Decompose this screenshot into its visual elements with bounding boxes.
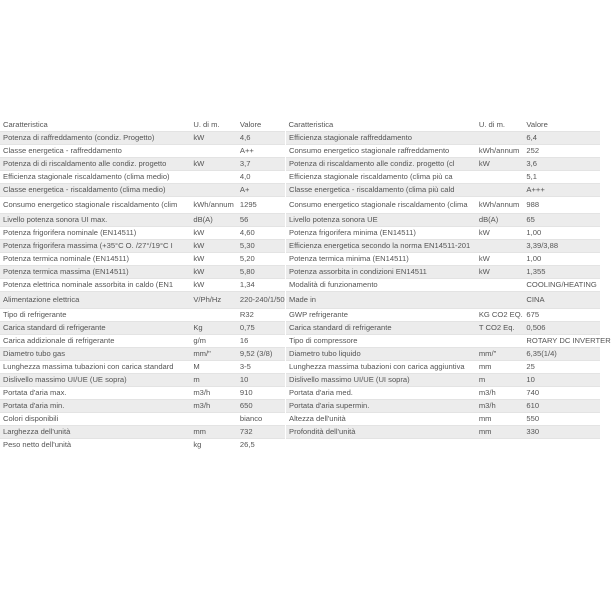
- cell-unit-right: kW: [476, 227, 524, 240]
- cell-value-left: 56: [237, 214, 286, 227]
- cell-value-left: 16: [237, 335, 286, 348]
- cell-unit-left: kW: [190, 227, 237, 240]
- table-row: [0, 322, 600, 335]
- cell-unit-right: [476, 439, 524, 452]
- cell-characteristic-right: Efficienza energetica secondo la norma EN14511-201: [286, 240, 476, 253]
- cell-unit-left: m3/h: [190, 387, 237, 400]
- table-row: [0, 184, 600, 197]
- cell-unit-right: kW: [476, 266, 524, 279]
- cell-unit-right: mm: [476, 426, 524, 439]
- cell-unit-right: mm/": [476, 348, 524, 361]
- cell-unit-left: kW: [190, 132, 237, 145]
- cell-value-left: 220-240/1/50: [237, 292, 286, 309]
- cell-characteristic-right: Potenza frigorifera minima (EN14511): [286, 227, 476, 240]
- cell-value-left: 26,5: [237, 439, 286, 452]
- cell-value-left: 1295: [237, 197, 286, 214]
- header-value-right: Valore: [526, 120, 548, 129]
- cell-value-left: 1,34: [237, 279, 286, 292]
- header-unit-left: U. di m.: [193, 120, 220, 129]
- header-row: [0, 119, 600, 132]
- cell-value-left: A++: [237, 145, 286, 158]
- table-row: [0, 374, 600, 387]
- cell-unit-left: kWh/annum: [190, 197, 237, 214]
- cell-value-right: 3,6: [523, 158, 600, 171]
- cell-characteristic-left: Classe energetica - raffreddamento: [0, 145, 190, 158]
- cell-unit-left: Kg: [190, 322, 237, 335]
- cell-characteristic-right: Potenza assorbita in condizioni EN14511: [286, 266, 476, 279]
- cell-characteristic-right: Portata d'aria med.: [286, 387, 476, 400]
- table-row: [0, 335, 600, 348]
- cell-value-right: A+++: [523, 184, 600, 197]
- cell-value-left: 650: [237, 400, 286, 413]
- cell-value-right: 25: [523, 361, 600, 374]
- header-unit-right: U. di m.: [478, 120, 506, 129]
- cell-characteristic-left: Carica addizionale di refrigerante: [0, 335, 190, 348]
- cell-unit-right: kW: [476, 158, 524, 171]
- cell-characteristic-left: Colori disponibili: [0, 413, 190, 426]
- table-row: [0, 158, 600, 171]
- cell-characteristic-right: Profondità dell'unità: [286, 426, 476, 439]
- cell-unit-left: m3/h: [190, 400, 237, 413]
- cell-characteristic-right: [286, 439, 476, 452]
- cell-unit-left: kW: [190, 240, 237, 253]
- cell-characteristic-left: Lunghezza massima tubazioni con carica standard: [0, 361, 190, 374]
- header-characteristic-left: Caratteristica: [3, 120, 48, 129]
- cell-characteristic-left: Classe energetica - riscaldamento (clima medio): [0, 184, 190, 197]
- cell-unit-left: M: [190, 361, 237, 374]
- cell-characteristic-left: Potenza frigorifera nominale (EN14511): [0, 227, 190, 240]
- cell-unit-right: T CO2 Eq.: [476, 322, 524, 335]
- cell-unit-left: mm: [190, 426, 237, 439]
- table-row: [0, 439, 600, 452]
- cell-characteristic-left: Efficienza stagionale riscaldamento (clima medio): [0, 171, 190, 184]
- cell-characteristic-right: Tipo di compressore: [286, 335, 476, 348]
- cell-value-left: 0,75: [237, 322, 286, 335]
- cell-characteristic-left: Dislivello massimo UI/UE (UE sopra): [0, 374, 190, 387]
- cell-unit-left: kW: [190, 158, 237, 171]
- cell-value-left: bianco: [237, 413, 286, 426]
- cell-unit-right: mm: [476, 413, 524, 426]
- cell-characteristic-left: Carica standard di refrigerante: [0, 322, 190, 335]
- cell-value-right: 6,4: [523, 132, 600, 145]
- cell-value-right: COOLING/HEATING: [523, 279, 600, 292]
- cell-characteristic-left: Potenza frigorifera massima (+35°C O. /27°/19°C I: [0, 240, 190, 253]
- specifications-table: [0, 119, 611, 451]
- cell-value-right: 610: [523, 400, 600, 413]
- cell-value-left: 10: [237, 374, 286, 387]
- cell-unit-left: m: [190, 374, 237, 387]
- table-row: [0, 348, 600, 361]
- cell-unit-left: [190, 171, 237, 184]
- cell-value-left: 3-5: [237, 361, 286, 374]
- cell-value-right: 1,355: [523, 266, 600, 279]
- cell-characteristic-left: Diametro tubo gas: [0, 348, 190, 361]
- table-row: [0, 171, 600, 184]
- cell-unit-right: [476, 184, 524, 197]
- cell-value-right: 5,1: [523, 171, 600, 184]
- table-row: [0, 197, 600, 214]
- table-row: [0, 253, 600, 266]
- cell-value-right: 65: [523, 214, 600, 227]
- cell-unit-left: mm/": [190, 348, 237, 361]
- cell-characteristic-left: Potenza di raffreddamento (condiz. Progetto): [0, 132, 190, 145]
- cell-value-right: ROTARY DC INVERTER: [523, 335, 600, 348]
- cell-characteristic-right: Altezza dell'unità: [286, 413, 476, 426]
- cell-value-right: 675: [523, 309, 600, 322]
- cell-characteristic-left: Potenza di di riscaldamento alle condiz. progetto: [0, 158, 190, 171]
- table-row: [0, 413, 600, 426]
- cell-unit-right: m: [476, 374, 524, 387]
- cell-characteristic-right: Consumo energetico stagionale riscaldamento (clima: [286, 197, 476, 214]
- cell-unit-left: [190, 413, 237, 426]
- cell-characteristic-right: Consumo energetico stagionale raffreddamento: [286, 145, 476, 158]
- cell-unit-left: kg: [190, 439, 237, 452]
- cell-value-right: [523, 439, 600, 452]
- cell-characteristic-left: Potenza termica nominale (EN14511): [0, 253, 190, 266]
- header-value-left: Valore: [239, 120, 262, 129]
- header-characteristic-right: Caratteristica: [288, 120, 334, 129]
- cell-characteristic-left: Peso netto dell'unità: [0, 439, 190, 452]
- cell-unit-right: [476, 292, 524, 309]
- cell-unit-left: kW: [190, 266, 237, 279]
- cell-unit-left: [190, 184, 237, 197]
- cell-value-left: R32: [237, 309, 286, 322]
- cell-characteristic-right: Classe energetica - riscaldamento (clima più cald: [286, 184, 476, 197]
- cell-value-right: 0,506: [523, 322, 600, 335]
- table-row: [0, 387, 600, 400]
- table-row: [0, 227, 600, 240]
- cell-value-right: 1,00: [523, 253, 600, 266]
- cell-characteristic-right: Made in: [286, 292, 476, 309]
- cell-characteristic-left: Consumo energetico stagionale riscaldamento (clim: [0, 197, 190, 214]
- table-row: [0, 214, 600, 227]
- cell-characteristic-left: Potenza termica massima (EN14511): [0, 266, 190, 279]
- table-row: [0, 240, 600, 253]
- cell-unit-right: kWh/annum: [476, 145, 524, 158]
- cell-unit-left: [190, 309, 237, 322]
- cell-unit-right: mm: [476, 361, 524, 374]
- cell-unit-right: [476, 279, 524, 292]
- cell-unit-right: KG CO2 EQ.: [476, 309, 524, 322]
- cell-value-right: 740: [523, 387, 600, 400]
- cell-unit-right: dB(A): [476, 214, 524, 227]
- table-row: [0, 145, 600, 158]
- table-body: [0, 132, 611, 452]
- cell-unit-right: m3/h: [476, 387, 524, 400]
- table-row: [0, 292, 600, 309]
- cell-unit-left: kW: [190, 253, 237, 266]
- table-row: [0, 279, 600, 292]
- cell-value-right: 10: [523, 374, 600, 387]
- cell-value-left: A+: [237, 184, 286, 197]
- cell-value-right: 252: [523, 145, 600, 158]
- cell-value-left: 910: [237, 387, 286, 400]
- cell-characteristic-left: Portata d'aria min.: [0, 400, 190, 413]
- cell-unit-left: kW: [190, 279, 237, 292]
- cell-unit-right: [476, 335, 524, 348]
- cell-characteristic-right: Efficienza stagionale riscaldamento (clima più ca: [286, 171, 476, 184]
- cell-unit-right: kW: [476, 253, 524, 266]
- cell-value-left: 4,0: [237, 171, 286, 184]
- cell-unit-left: g/m: [190, 335, 237, 348]
- cell-value-right: 330: [523, 426, 600, 439]
- cell-characteristic-left: Livello potenza sonora UI max.: [0, 214, 190, 227]
- cell-unit-right: kWh/annum: [476, 197, 524, 214]
- cell-unit-right: [476, 240, 524, 253]
- cell-value-left: 4,60: [237, 227, 286, 240]
- cell-value-left: 5,80: [237, 266, 286, 279]
- cell-value-left: 5,20: [237, 253, 286, 266]
- cell-characteristic-left: Larghezza dell'unità: [0, 426, 190, 439]
- cell-unit-left: V/Ph/Hz: [190, 292, 237, 309]
- cell-value-left: 3,7: [237, 158, 286, 171]
- cell-characteristic-right: Efficienza stagionale raffreddamento: [286, 132, 476, 145]
- cell-value-left: 732: [237, 426, 286, 439]
- cell-unit-left: dB(A): [190, 214, 237, 227]
- cell-characteristic-right: Potenza termica minima (EN14511): [286, 253, 476, 266]
- cell-value-right: 3,39/3,88: [523, 240, 600, 253]
- cell-characteristic-left: Potenza elettrica nominale assorbita in caldo (EN1: [0, 279, 190, 292]
- table-row: [0, 400, 600, 413]
- table-row: [0, 132, 600, 145]
- cell-characteristic-right: GWP refrigerante: [286, 309, 476, 322]
- cell-value-left: 4,6: [237, 132, 286, 145]
- cell-value-right: 550: [523, 413, 600, 426]
- cell-characteristic-left: Portata d'aria max.: [0, 387, 190, 400]
- cell-value-left: 5,30: [237, 240, 286, 253]
- table-row: [0, 266, 600, 279]
- cell-characteristic-right: Carica standard di refrigerante: [286, 322, 476, 335]
- cell-characteristic-right: Modalità di funzionamento: [286, 279, 476, 292]
- cell-characteristic-right: Livello potenza sonora UE: [286, 214, 476, 227]
- cell-value-right: CINA: [523, 292, 600, 309]
- cell-characteristic-left: Tipo di refrigerante: [0, 309, 190, 322]
- cell-unit-right: [476, 171, 524, 184]
- cell-unit-right: [476, 132, 524, 145]
- cell-characteristic-right: Portata d'aria supermin.: [286, 400, 476, 413]
- cell-unit-right: m3/h: [476, 400, 524, 413]
- cell-value-right: 6,35(1/4): [523, 348, 600, 361]
- cell-unit-left: [190, 145, 237, 158]
- cell-value-left: 9,52 (3/8): [237, 348, 286, 361]
- table-row: [0, 426, 600, 439]
- cell-value-right: 1,00: [523, 227, 600, 240]
- table-row: [0, 309, 600, 322]
- table-row: [0, 361, 600, 374]
- cell-value-right: 988: [523, 197, 600, 214]
- cell-characteristic-right: Lunghezza massima tubazioni con carica aggiuntiva: [286, 361, 476, 374]
- cell-characteristic-right: Diametro tubo liquido: [286, 348, 476, 361]
- cell-characteristic-right: Dislivello massimo UI/UE (UI sopra): [286, 374, 476, 387]
- cell-characteristic-left: Alimentazione elettrica: [0, 292, 190, 309]
- cell-characteristic-right: Potenza di riscaldamento alle condiz. progetto (cl: [286, 158, 476, 171]
